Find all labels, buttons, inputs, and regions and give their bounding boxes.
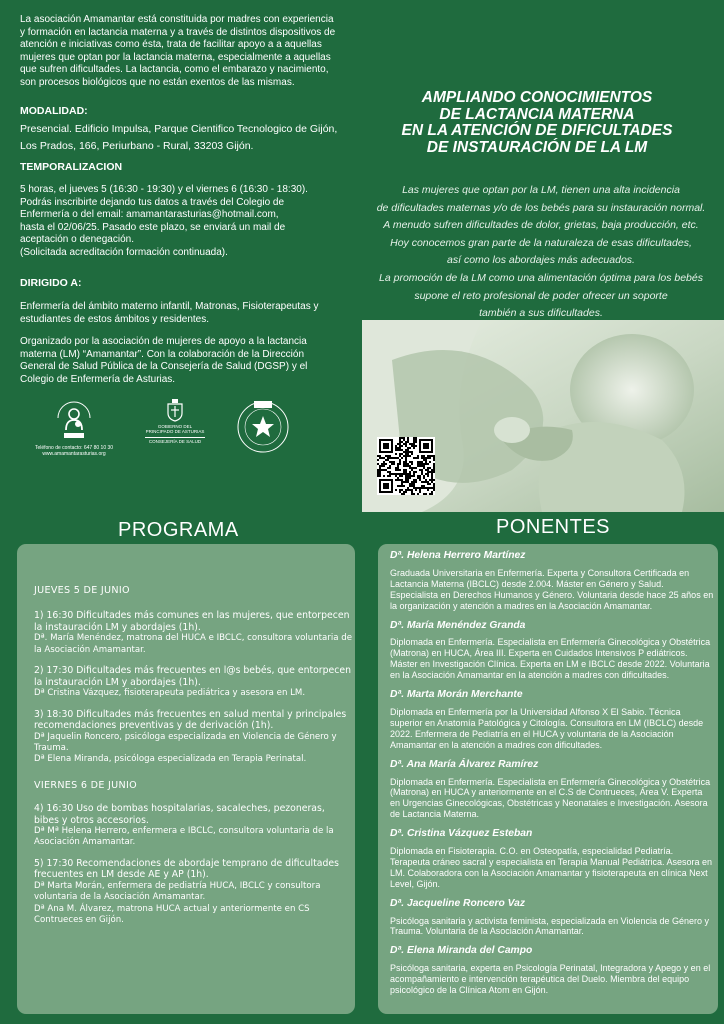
gobierno-line: GOBIERNO DEL — [157, 423, 193, 429]
temporalizacion-text — [20, 184, 340, 260]
program-item — [34, 803, 352, 849]
temporalizacion-line: Enfermería o del email: amamantarasturias@hotmail.com, — [20, 209, 279, 221]
intro-right-line: La promoción de la LM como una alimentación óptima para los bebés — [379, 271, 703, 284]
program-item — [34, 665, 352, 699]
ponente — [390, 946, 714, 996]
codepa-emblem-icon — [236, 400, 290, 454]
program-item-title: 1) 16:30 Dificultades más comunes en las mujeres, que entorpecen la instauración LM y abordajes (1h). — [34, 610, 350, 633]
ponente-name: Dª. Cristina Vázquez Esteban — [390, 828, 533, 840]
main-title-line: AMPLIANDO CONOCIMIENTOS — [421, 89, 653, 106]
ponente-name: Dª. María Menéndez Granda — [390, 619, 526, 631]
intro-text: La asociación Amamantar está constituida por madres con experiencia y formación en lactancia materna y a través de distintos dispositivos de atención e iniciativas como ésta, trata de facilitar apoyo a a aquellas mujeres que optan por la lactancia materna, especialmente a aquellas que sufren dificultades. La lactancia, como el embarazo y nacimiento, son procesos biológicos que no están exentos de las mismas. — [20, 14, 336, 88]
temporalizacion-label: TEMPORALIZACION — [20, 161, 123, 173]
ponente — [390, 690, 714, 751]
ponente-bio: Psicóloga sanitaria y activista feminista, especializada en Violencia de Género y Trauma. Voluntaria de la Asociación Amamantar. — [390, 915, 710, 937]
ponente — [390, 621, 714, 682]
ponente — [390, 829, 714, 890]
program-item-title: 2) 17:30 Dificultades más frecuentes en l@s bebés, que entorpecen la instauración LM y abordajes (1h). — [34, 665, 351, 688]
modalidad-text: Presencial. Edificio Impulsa, Parque Cientifico Tecnologico de Gijón, Los Prados, 166, Periurbano - Rural, 33203 Gijón. — [20, 123, 338, 152]
ponente — [390, 760, 714, 821]
ponente-name: Dª. Elena Miranda del Campo — [390, 945, 533, 957]
intro-right-text — [360, 182, 722, 323]
program-item-speaker: Dª Mª Helena Herrero, enfermera e IBCLC, consultora voluntaria de la Asociación Amamantar. — [34, 826, 334, 848]
ponente-bio: Diplomada en Enfermería. Especialista en Enfermería Ginecológica y Obstétrica (Matrona) en HUCA, Área III. Experta en Cuidados Intensivos P ediátricos. Máster en Investigación Clínica. Experta en LM e IBCLC desde 2022. Voluntaria en la Asociación Amamantar en la atención a madres con dificultades. — [390, 637, 711, 681]
day-label: JUEVES 5 DE JUNIO — [34, 585, 130, 596]
temporalizacion-line: hasta el 02/06/25. Pasado este plazo, se enviará un mail de — [20, 221, 286, 233]
intro-right-line: Las mujeres que optan por la LM, tienen una alta incidencia — [402, 184, 680, 196]
gobierno-line: PRINCIPADO DE ASTURIAS — [145, 429, 205, 434]
program-item-speaker: Dª Cristina Vázquez, fisioterapeuta pediátrica y asesora en LM. — [34, 688, 306, 699]
qr-code[interactable] — [377, 437, 435, 495]
ponente-bio: Diplomada en Fisioterapia. C.O. en Osteopatía, especialidad Pediatría. Terapeuta cráneo sacral y especialista en Terapia Manual Pediátrica. Asesora en LM. Colaboradora con la Asociación Amamantar y fisioterapeuta en clínica Next Level, Gijón. — [390, 846, 713, 889]
ponente-name: Dª. Ana María Álvarez Ramírez — [390, 758, 539, 770]
day-label: VIERNES 6 DE JUNIO — [34, 779, 137, 791]
intro-right-line: supone el reto profesional de poder ofrecer un soporte — [414, 289, 668, 302]
program-item-speaker: Dª Elena Miranda, psicóloga especializada en Terapia Perinatal. — [34, 754, 307, 765]
program-item-title: 3) 18:30 Dificultades más frecuentes en salud mental y principales recomendaciones preventivas y de derivación (1h). — [34, 708, 347, 732]
ponente-name: Dª. Helena Herrero Martínez — [390, 550, 526, 561]
coat-of-arms-icon — [165, 398, 185, 422]
program-item-speaker: Dª. María Menéndez, matrona del HUCA e IBCLC, consultora voluntaria de la Asociación Amamantar. — [34, 633, 352, 655]
program-item-title: 5) 17:30 Recomendaciones de abordaje temprano de dificultades frecuentes en LM desde AE y AP (1h). — [34, 857, 339, 881]
program-item — [34, 858, 352, 926]
intro-right-line: así como los abordajes más adecuados. — [447, 254, 635, 267]
program-item-speaker: Dª Marta Morán, enfermera de pediatría HUCA, IBCLC y consultora voluntaria de la Asociación Amamantar. — [34, 880, 321, 903]
temporalizacion-line: (Solicitada acreditación formación continuada). — [20, 246, 228, 258]
ponente — [390, 551, 714, 612]
ponente-name: Dª. Marta Morán Merchante — [390, 689, 523, 701]
ponente-bio: Graduada Universitaria en Enfermería. Experta y Consultora Certificada en Lactancia Materna (IBCLC) desde 2.004. Máster en Género y Salud. Especialista en Derechos Humanos y Género. Voluntaria desde hace 25 años en la organización y atención a madres en la Asociación Amamantar. — [390, 567, 714, 611]
temporalizacion-line: aceptación o denegación. — [20, 234, 134, 246]
program-item — [34, 610, 352, 656]
ponentes-content — [390, 551, 714, 1005]
organizado-text: Organizado por la asociación de mujeres de apoyo a la lactancia materna (LM) “Amamantar”. Con la colaboración de la Dirección General de Salud Pública de la Consejería de Salud (DGSP) y el Colegio de Enfermería de Asturias. — [20, 336, 308, 385]
program-item — [34, 709, 352, 766]
amamantar-phone: Teléfono de contacto: 647 80 10 30 — [34, 445, 114, 451]
ponente-name: Dª. Jacqueline Roncero Vaz — [390, 897, 526, 909]
ponente — [390, 899, 714, 938]
programa-content — [34, 585, 352, 935]
main-title-line: DE INSTAURACIÓN DE LA LM — [426, 138, 648, 156]
ponente-bio: Diplomada en Enfermería. Especialista en Enfermería Ginecológica y Obstétrica (Matrona) en HUCA y anteriormente en el C.S de Contrueces, Área V. Experta en Urgencias Ginecológicas, Obstétricas y Neonatales e Investigación. Asesora de Lactancia Materna. — [390, 776, 711, 820]
intro-right-line: A menudo sufren dificultades de dolor, grietas, baja producción, etc. — [383, 219, 699, 232]
main-title-line: DE LACTANCIA MATERNA — [439, 105, 635, 123]
dirigido-text: Enfermería del ámbito materno infantil, Matronas, Fisioterapeutas y estudiantes de estos ámbitos y residentes. — [20, 301, 319, 325]
modalidad-label: MODALIDAD: — [20, 105, 88, 117]
gobierno-line: CONSEJERÍA DE SALUD — [145, 437, 205, 445]
program-item-speaker: Dª Jaquelin Roncero, psicóloga especializada en Violencia de Género y Trauma. — [34, 731, 337, 754]
dirigido-label: DIRIGIDO A: — [20, 277, 82, 289]
amamantar-web: www.amamantarasturias.org — [42, 451, 106, 457]
intro-right-line: de dificultades maternas y/o de los bebés para su instauración normal. — [376, 201, 706, 214]
program-item-title: 4) 16:30 Uso de bombas hospitalarias, sacaleches, pezoneras, bibes y otros accesorios. — [34, 802, 325, 826]
ponente-bio: Psicóloga sanitaria, experta en Psicología Perinatal, Integradora y Apego y en el acompañamiento e intervención terapéutica del Duelo. Miembra del equipo psicológico de la Clínica Atom en Gijón. — [390, 963, 711, 996]
ponente-bio: Diplomada en Enfermería por la Universidad Alfonso X El Sabio. Técnica superior en Anatomía Patológica y Citología. Consultora en LM (IBCLC) desde 2022. Enfermera de Pediatría en el HUCA y voluntaria de la Asociación Amamantar en la atención a madres con dificultades. — [390, 706, 704, 750]
temporalizacion-line: 5 horas, el jueves 5 (16:30 - 19:30) y el viernes 6 (16:30 - 18:30). — [20, 184, 308, 195]
main-title-line: EN LA ATENCIÓN DE DIFICULTADES — [401, 122, 673, 139]
temporalizacion-line: Podrás inscribirte dejando tus datos a través del Colegio de — [20, 196, 285, 208]
gobierno-asturias-logo — [145, 398, 205, 444]
amamantar-logo — [24, 396, 124, 457]
intro-right-line: también a sus dificultades. — [479, 307, 603, 320]
main-title — [372, 90, 702, 156]
program-item-speaker: Dª Ana M. Álvarez, matrona HUCA actual y anteriormente en CS Contrueces en Gijón. — [34, 903, 310, 925]
intro-right-line: Hoy conocemos gran parte de la naturaleza de esas dificultades, — [390, 236, 692, 249]
programa-title: PROGRAMA — [118, 519, 239, 541]
ponentes-title: PONENTES — [496, 516, 611, 538]
amamantar-emblem-icon — [52, 396, 96, 440]
codepa-logo — [236, 400, 292, 459]
